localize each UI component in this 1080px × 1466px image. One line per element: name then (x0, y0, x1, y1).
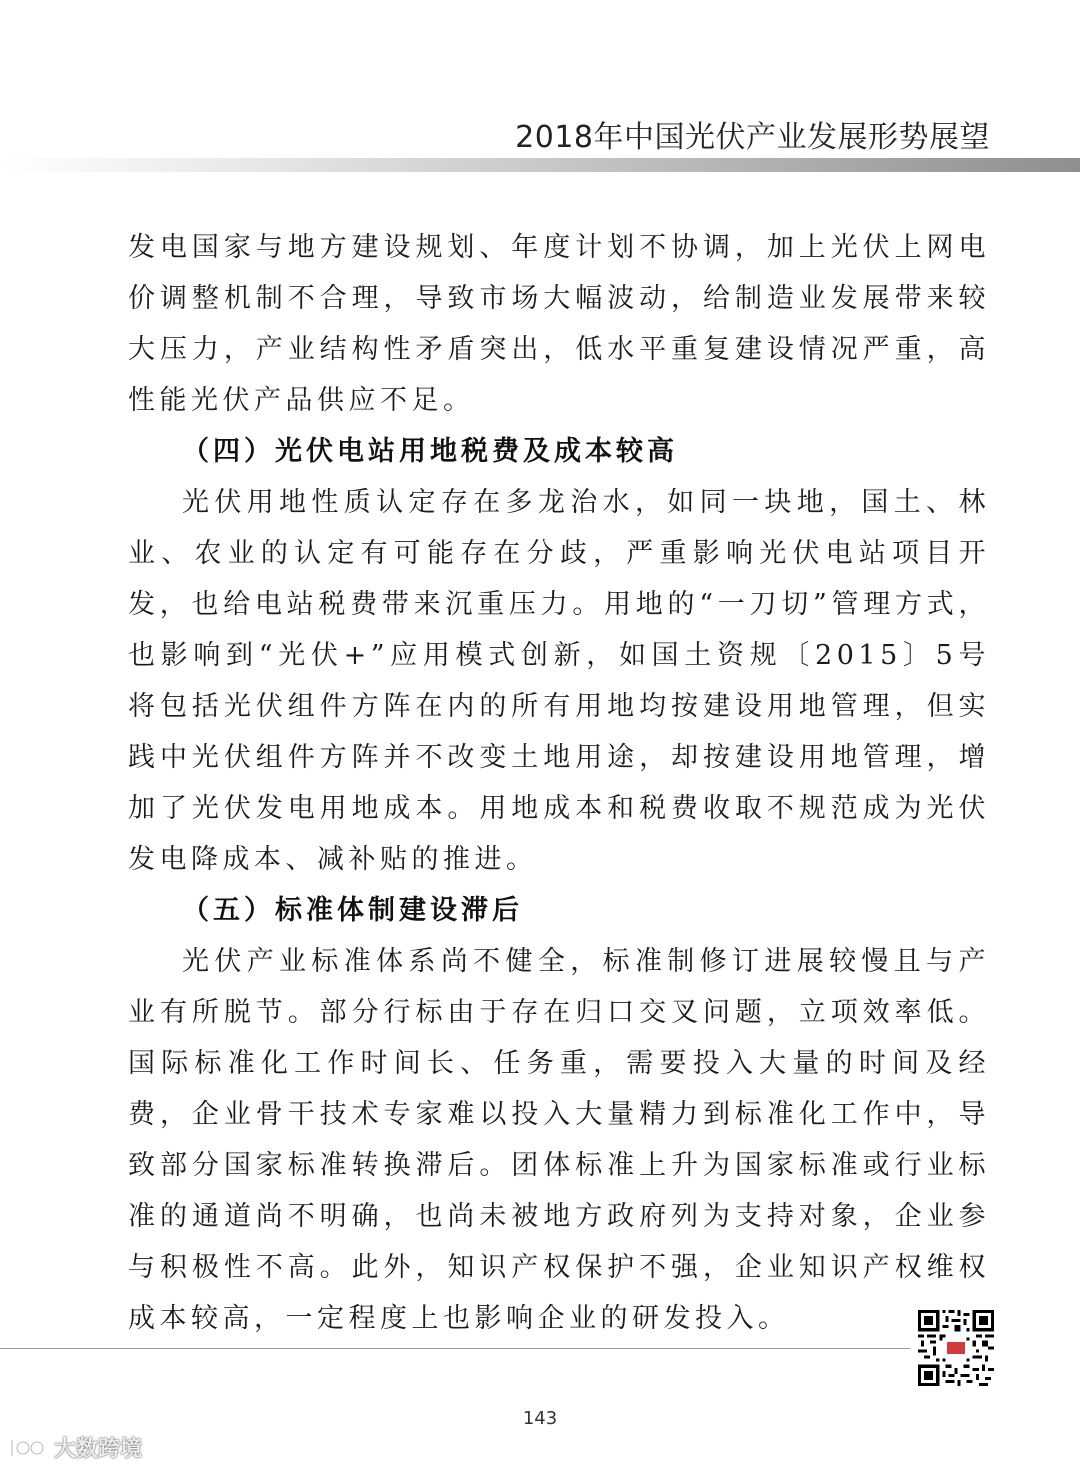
text-line: 升为国家标准或行业标准的通道尚不明确，也尚未被地方政府列为支持 (128, 1150, 991, 1232)
watermark-text: 大数跨境 (54, 1437, 143, 1462)
section-4-heading: （四）光伏电站用地税费及成本较高 (182, 436, 678, 467)
body-text (128, 222, 990, 1344)
footer-divider (0, 1348, 910, 1349)
text-line: 光伏产业标准体系尚不健全，标准制修订进展较慢且与产业有所脱 (128, 946, 990, 1028)
text-line: 对象，企业参与积极性不高。此外，知识产权保护不强，企业知识产权 (128, 1201, 991, 1283)
text-line: 间长、任务重，需要投入大量的时间及经费，企业骨干技术专家难以投 (128, 1048, 991, 1130)
intro-paragraph (128, 222, 990, 426)
section-5-paragraph (128, 936, 990, 1344)
text-line: 来沉重压力。用地的“一刀切”管理方式，也影响到“光伏+”应用模式 (128, 589, 991, 671)
running-header-title: 2018年中国光伏产业发展形势展望 (515, 120, 990, 155)
qr-code-icon (918, 1310, 994, 1386)
text-line: 伏发电降成本、减补贴的推进。 (128, 793, 990, 875)
text-line: 地管理，增加了光伏发电用地成本。用地成本和税费收取不规范成为光 (128, 742, 991, 824)
section-5-heading: （五）标准体制建设滞后 (182, 895, 523, 926)
text-line: 创新，如国土资规〔2015〕5号将包括光伏组件方阵在内的所有用地均按 (128, 640, 991, 722)
text-line: 建设用地管理，但实践中光伏组件方阵并不改变土地用途，却按建设用 (128, 691, 991, 773)
text-line: 的认定有可能存在分歧，严重影响光伏电站项目开发，也给电站税费带 (128, 538, 991, 620)
text-line: 制不合理，导致市场大幅波动，给制造业发展带来较大压力，产业结构 (128, 283, 991, 365)
page-number: 143 (522, 1408, 558, 1429)
text-line: 性矛盾突出，低水平重复建设情况严重，高性能光伏产品供应不足。 (128, 334, 991, 416)
watermark (8, 1432, 142, 1463)
text-line: 节。部分行标由于存在归口交叉问题，立项效率低。国际标准化工作时 (128, 997, 991, 1079)
header-divider (0, 158, 1080, 172)
text-line: 入大量精力到标准化工作中，导致部分国家标准转换滞后。团体标准上 (128, 1099, 990, 1181)
text-line: 光伏用地性质认定存在多龙治水，如同一块地，国土、林业、农业 (128, 487, 990, 569)
section-4-paragraph (128, 477, 990, 885)
text-line: 维权成本较高，一定程度上也影响企业的研发投入。 (128, 1252, 991, 1334)
watermark-logo-icon (8, 1436, 48, 1460)
text-line: 发电国家与地方建设规划、年度计划不协调，加上光伏上网电价调整机 (128, 232, 990, 314)
